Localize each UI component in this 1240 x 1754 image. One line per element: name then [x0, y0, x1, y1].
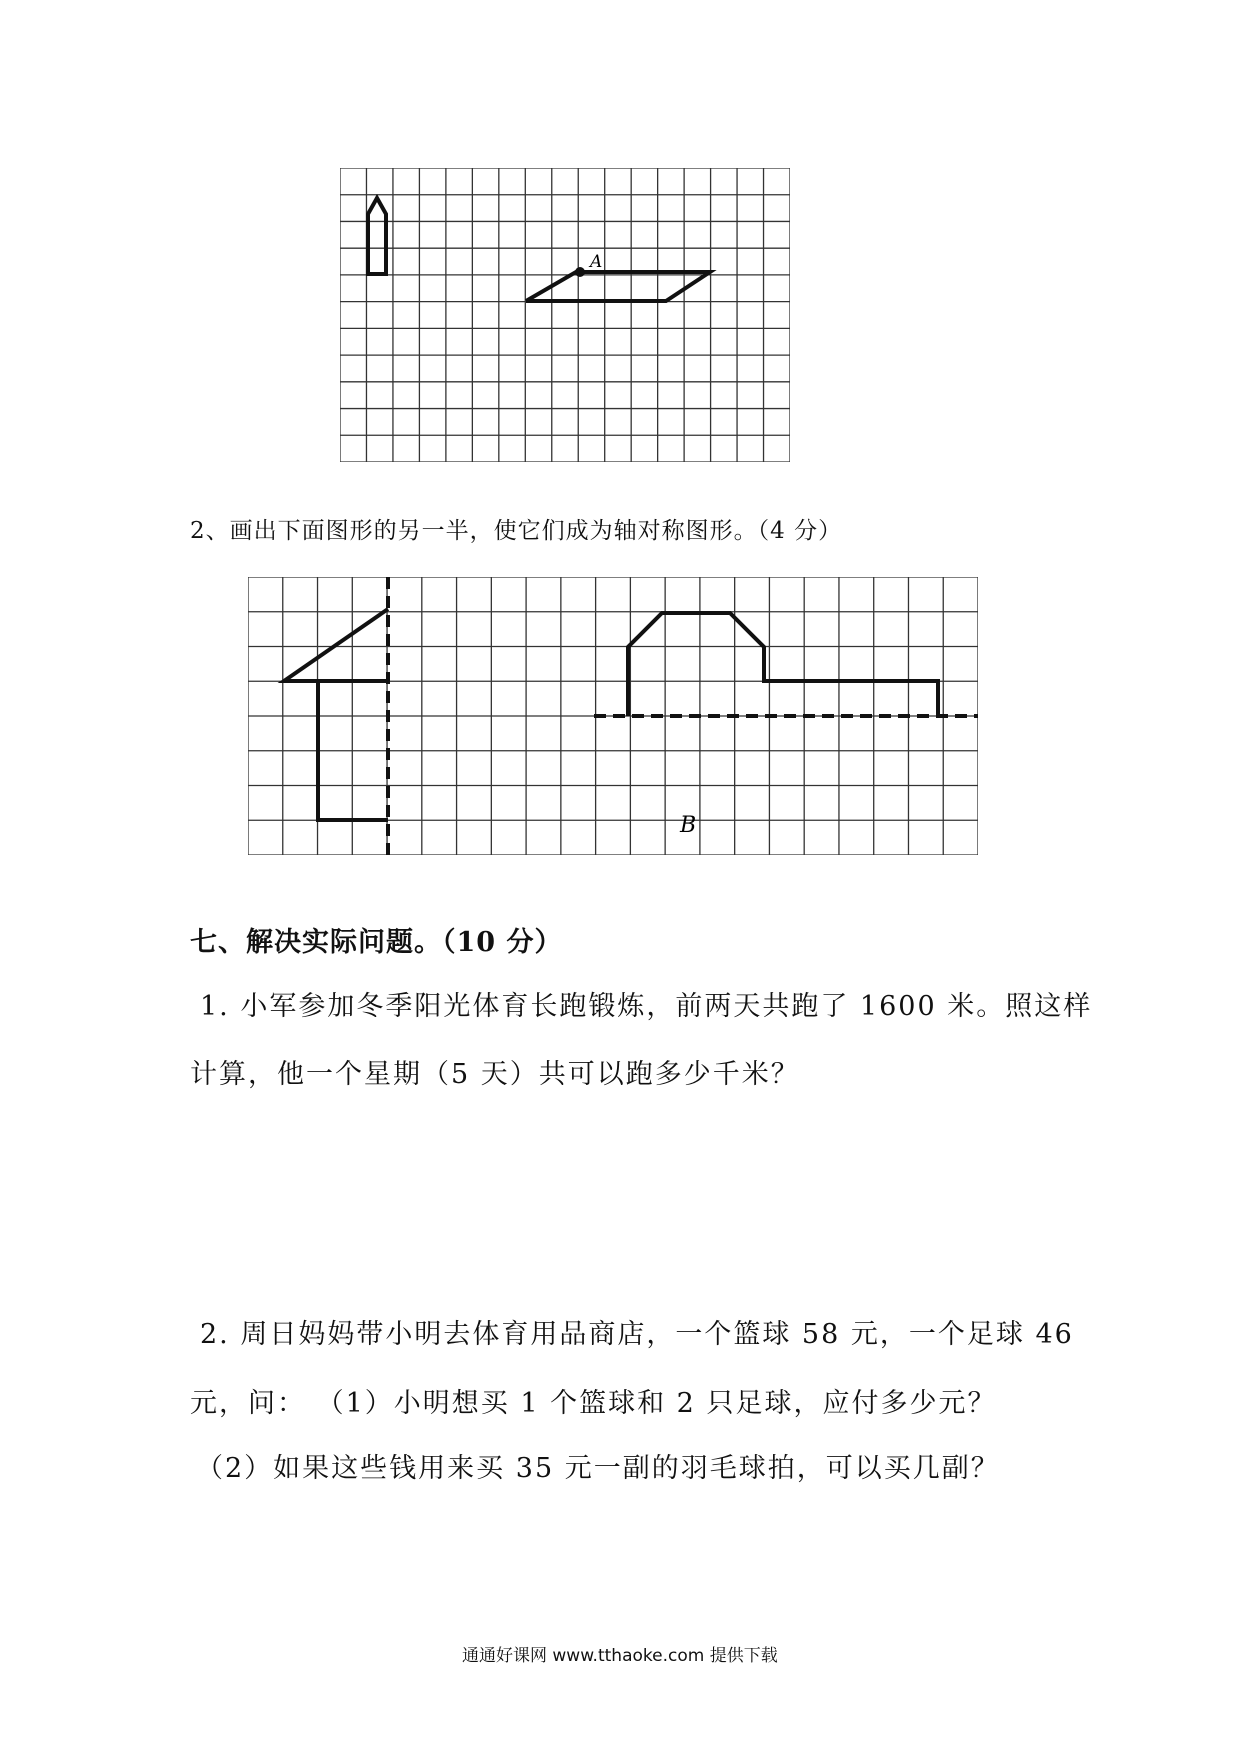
right-half-figure: [628, 613, 938, 716]
grid-figure-1-shapes: [340, 168, 790, 462]
left-half-figure: [284, 609, 388, 681]
problem-2-line-3: （2）如果这些钱用来买 35 元一副的羽毛球拍，可以买几副？: [196, 1453, 1000, 1484]
problem-2-line-2: 元，问： （1）小明想买 1 个篮球和 2 只足球，应付多少元？: [190, 1388, 997, 1419]
point-a-label: A: [590, 252, 603, 272]
point-a-dot: [575, 267, 585, 277]
problem-1-line-2: 计算，他一个星期（5 天）共可以跑多少千米？: [190, 1059, 800, 1090]
section-7-title: 七、解决实际问题。（10 分）: [190, 927, 563, 958]
parallelogram-line: [526, 272, 710, 301]
grid-figure-2: [248, 577, 978, 855]
point-b-label: B: [680, 813, 697, 838]
footer-credit: 通通好课网 www.tthaoke.com 提供下载: [462, 1646, 778, 1666]
problem-2-line-1: 2. 周日妈妈带小明去体育用品商店，一个篮球 58 元，一个足球 46: [200, 1319, 1074, 1350]
question-2-text: 2、画出下面图形的另一半，使它们成为轴对称图形。（4 分）: [190, 518, 843, 544]
problem-1-line-1: 1. 小军参加冬季阳光体育长跑锻炼，前两天共跑了 1600 米。照这样: [200, 991, 1093, 1022]
